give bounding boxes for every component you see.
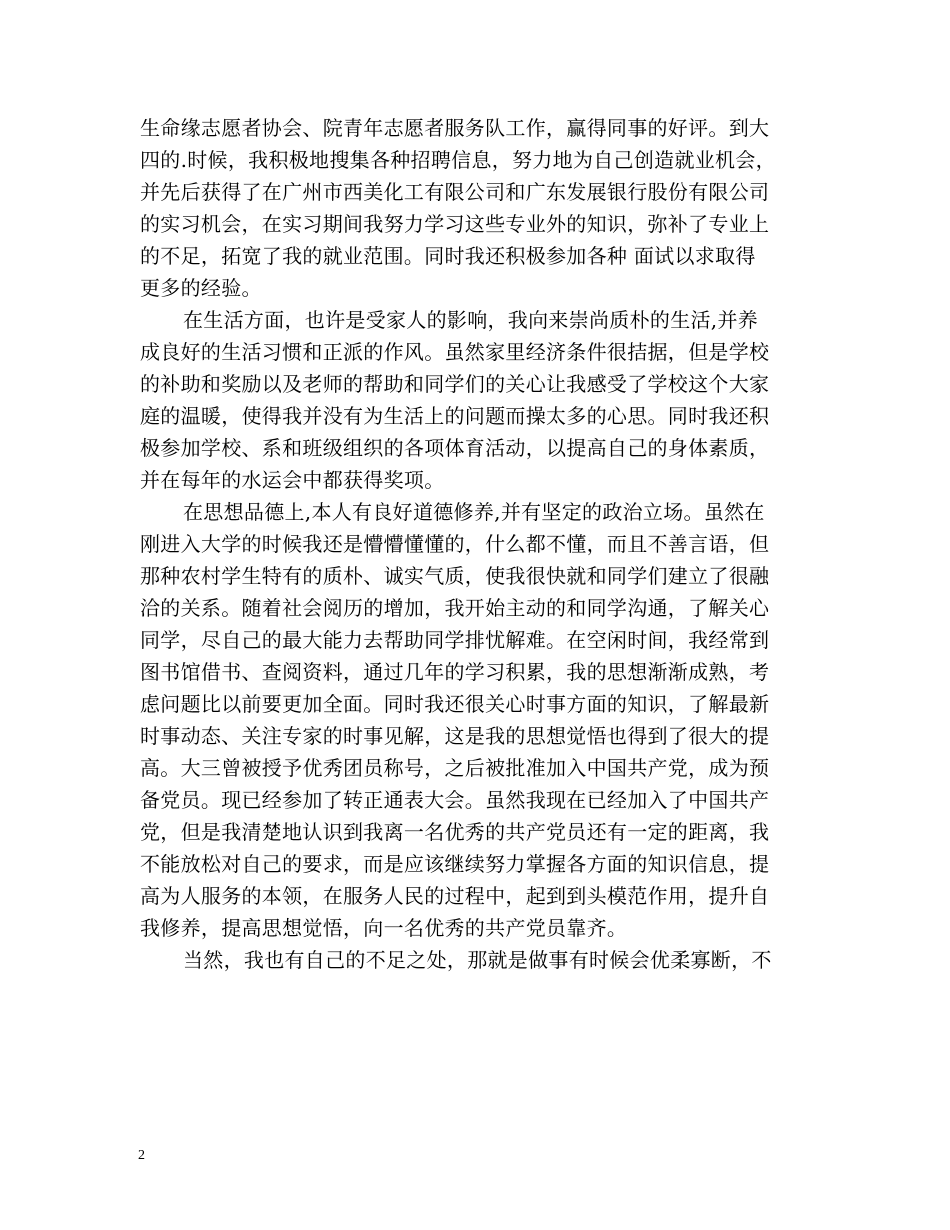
- text-line: 高为人服务的本领，在服务人民的过程中，起到到头模范作用，提升自: [140, 884, 770, 908]
- paragraph-first-line: 在生活方面，也许是受家人的影响，我向来崇尚质朴的生活,并养: [183, 308, 759, 332]
- text-line: 更多的经验。: [140, 276, 262, 300]
- text-line: 刚进入大学的时候我还是懵懵懂懂的，什么都不懂，而且不善言语，但: [140, 532, 770, 556]
- page-number: 2: [138, 1148, 145, 1163]
- text-line: 我修养，提高思想觉悟，向一名优秀的共产党员靠齐。: [140, 916, 628, 940]
- text-line: 极参加学校、系和班级组织的各项体育活动，以提高自己的身体素质，: [140, 436, 770, 460]
- text-line: 庭的温暖，使得我并没有为生活上的问题而操太多的心思。同时我还积: [140, 404, 770, 428]
- paragraph-first-line: 在思想品德上,本人有良好道德修养,并有坚定的政治立场。虽然在: [183, 500, 765, 524]
- text-line: 图书馆借书、查阅资料，通过几年的学习积累，我的思想渐渐成熟，考: [140, 660, 770, 684]
- text-line: 党，但是我清楚地认识到我离一名优秀的共产党员还有一定的距离，我: [140, 820, 770, 844]
- text-line: 的不足，拓宽了我的就业范围。同时我还积极参加各种 面试以求取得: [140, 244, 756, 268]
- document-body: [140, 112, 820, 976]
- text-line: 高。大三曾被授予优秀团员称号，之后被批准加入中国共产党，成为预: [140, 756, 770, 780]
- text-line: 的补助和奖励以及老师的帮助和同学们的关心让我感受了学校这个大家: [140, 372, 770, 396]
- text-line: 备党员。现已经参加了转正通表大会。虽然我现在已经加入了中国共产: [140, 788, 770, 812]
- text-line: 那种农村学生特有的质朴、诚实气质，使我很快就和同学们建立了很融: [140, 564, 770, 588]
- text-line: 时事动态、关注专家的时事见解，这是我的思想觉悟也得到了很大的提: [140, 724, 770, 748]
- text-line: 四的.时候，我积极地搜集各种招聘信息，努力地为自己创造就业机会，: [140, 148, 776, 172]
- paragraph-first-line: 当然，我也有自己的不足之处，那就是做事有时候会优柔寡断，不: [183, 948, 772, 972]
- text-line: 生命缘志愿者协会、院青年志愿者服务队工作，赢得同事的好评。到大: [140, 116, 770, 140]
- text-line: 并先后获得了在广州市西美化工有限公司和广东发展银行股份有限公司: [140, 180, 770, 204]
- text-line: 虑问题比以前要更加全面。同时我还很关心时事方面的知识，了解最新: [140, 692, 770, 716]
- text-line: 不能放松对自己的要求，而是应该继续努力掌握各方面的知识信息，提: [140, 852, 770, 876]
- text-line: 成良好的生活习惯和正派的作风。虽然家里经济条件很拮据，但是学校: [140, 340, 770, 364]
- text-line: 同学，尽自己的最大能力去帮助同学排忧解难。在空闲时间，我经常到: [140, 628, 770, 652]
- text-line: 的实习机会，在实习期间我努力学习这些专业外的知识，弥补了专业上: [140, 212, 770, 236]
- text-line: 并在每年的水运会中都获得奖项。: [140, 468, 445, 492]
- text-line: 洽的关系。随着社会阅历的增加，我开始主动的和同学沟通，了解关心: [140, 596, 770, 620]
